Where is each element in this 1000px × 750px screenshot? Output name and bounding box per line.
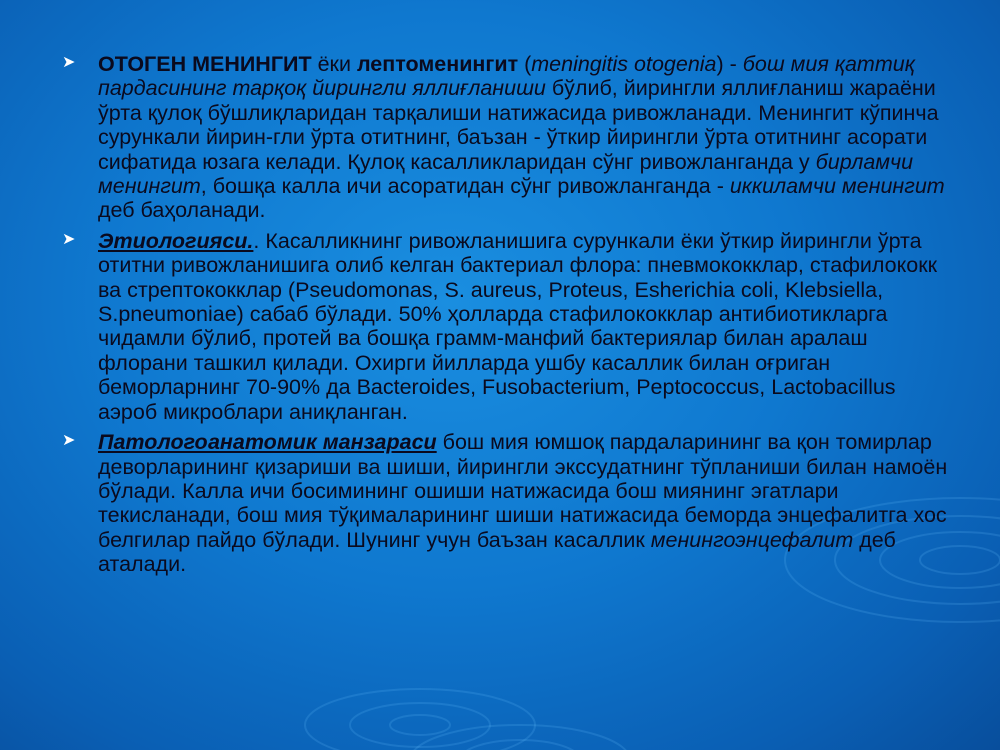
text-run: бош мия қаттиқ пардасининг тарқоқ йирингли яллиғланиши bbox=[98, 52, 915, 101]
text-run: Патологоанатомик манзараси bbox=[98, 430, 437, 455]
text-run: бўлиб, йирингли яллиғланиш жараёни ўрта қулоқ бўшлиқларидан тарқалиши натижасида ривожланади. Менингит кўпинча сурункали йирин-гли ўрта отитнинг, баъзан - ўткир йирингли ўрта отитнинг асорати сифатида юзага келади. Қулоқ касалликларидан сўнг ривожланганда у bbox=[98, 76, 939, 174]
text-run: деб баҳоланади. bbox=[98, 198, 266, 223]
arrowhead-bullet-icon: ➤ bbox=[62, 230, 76, 248]
text-run: деб аталади. bbox=[98, 527, 896, 577]
paragraph-text bbox=[98, 430, 947, 576]
text-run: ёки bbox=[311, 52, 357, 76]
text-run: ( bbox=[518, 52, 532, 76]
text-run: , бошқа калла ичи асоратидан сўнг ривожланганда - bbox=[200, 174, 730, 199]
text-run: meningitis otogenia bbox=[531, 52, 717, 76]
paragraph-text bbox=[98, 52, 945, 222]
text-run: ) - bbox=[716, 52, 743, 76]
text-run: бирламчи менингит bbox=[98, 149, 914, 199]
text-run: ОТОГЕН МЕНИНГИТ bbox=[98, 52, 312, 76]
text-run: . Касалликнинг ривожланишига сурункали ёки ўткир йирингли ўрта отитни ривожланишига олиб келган бактериал флора: пневмококклар, стафилококк ва стрептококклар (Pseudomonas, S. aureus, Proteus, Esherichia coli, Klebsiella, S.pneumoniae) сабаб бўлади. 50% ҳолларда стафилококклар антибиотикларга чидамли бўлиб, протей ва бошқа грамм-манфий бактериялар билан аралаш флорани ташкил қилади. Охирги йилларда ушбу касаллик билан оғриган беморларнинг 70-90% да Bacteroides, Fusobacterium, Peptococcus, Lactobacillus аэроб микроблари аниқланган. bbox=[98, 228, 938, 424]
text-run: бош мия юмшоқ пардаларининг ва қон томирлар деворларининг қизариши ва шиши, йирингли экссудатнинг тўпланиши билан намоён бўлади. Калла ичи босимининг ошиши натижасида бош миянинг эгатлари текисланади, бош мия тўқималарининг шиши натижасида беморда энцефалитга хос белгилар пайдо бўлади. Шунинг учун баъзан касаллик bbox=[98, 430, 948, 552]
paragraph-text bbox=[98, 229, 937, 424]
text-run: менингоэнцефалит bbox=[650, 527, 854, 552]
slide-content bbox=[58, 52, 958, 583]
text-run: Этиологияси. bbox=[98, 228, 254, 253]
arrowhead-bullet-icon: ➤ bbox=[62, 432, 76, 450]
text-run: лептоменингит bbox=[356, 52, 519, 76]
arrowhead-bullet-icon: ➤ bbox=[62, 54, 76, 71]
paragraph-etiology bbox=[58, 229, 958, 424]
text-run: иккиламчи менингит bbox=[729, 174, 945, 199]
paragraph-pathoanatomy bbox=[58, 430, 958, 576]
paragraph-otogenic-meningitis bbox=[58, 52, 958, 223]
